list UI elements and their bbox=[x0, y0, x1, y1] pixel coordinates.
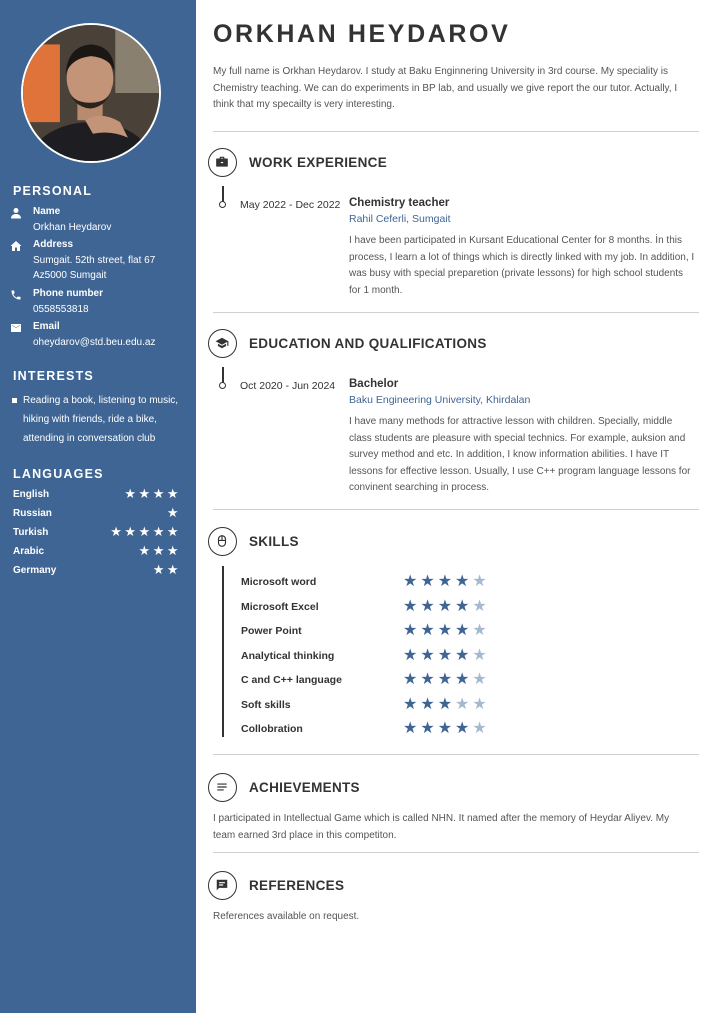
personal-label: Name bbox=[33, 206, 61, 217]
skill-row bbox=[241, 720, 541, 738]
skills-heading: SKILLS bbox=[249, 534, 299, 549]
star-icon: ★ bbox=[152, 563, 167, 578]
language-rating bbox=[167, 506, 181, 521]
star-icon: ★ bbox=[138, 525, 153, 540]
star-icon: ★ bbox=[152, 544, 167, 559]
language-name: Turkish bbox=[13, 527, 49, 538]
star-empty-icon: ★ bbox=[472, 644, 490, 664]
address-line-1: Sumgait. 52th street, flat 67 bbox=[33, 255, 156, 266]
skill-name: C and C++ language bbox=[241, 674, 342, 686]
star-empty-icon: ★ bbox=[472, 669, 490, 688]
skill-name: Power Point bbox=[241, 625, 302, 637]
skill-name: Microsoft Excel bbox=[241, 600, 319, 613]
language-rating bbox=[153, 563, 181, 578]
education-date: Oct 2020 - Jun 2024 bbox=[240, 380, 336, 392]
skill-rating bbox=[403, 596, 490, 615]
language-row bbox=[13, 545, 181, 559]
references-heading: REFERENCES bbox=[249, 878, 345, 893]
personal-value: Orkhan Heydarov bbox=[33, 222, 112, 233]
home-icon bbox=[10, 240, 24, 254]
list-icon bbox=[208, 773, 237, 802]
star-filled-icon: ★ bbox=[403, 620, 421, 639]
profile-summary: My full name is Orkhan Heydarov. I study at Baku Enginnering University in 3rd course. My speciality is Chemistry teaching. We can do experiments in BP lab, and usually we give report the our tutor. Actually, I think that my specailty is very interesting. bbox=[213, 66, 678, 110]
language-rating bbox=[124, 487, 181, 502]
education-degree: Bachelor bbox=[349, 378, 399, 390]
divider bbox=[213, 509, 699, 510]
language-name: English bbox=[13, 489, 50, 500]
star-empty-icon: ★ bbox=[472, 595, 490, 615]
star-filled-icon: ★ bbox=[455, 644, 473, 664]
star-filled-icon: ★ bbox=[403, 718, 421, 737]
skill-name: Analytical thinking bbox=[241, 649, 335, 662]
star-filled-icon: ★ bbox=[420, 644, 438, 664]
skill-rating bbox=[403, 645, 490, 664]
skill-rating bbox=[403, 571, 490, 590]
skill-row bbox=[241, 693, 541, 714]
personal-value: 0558553818 bbox=[33, 304, 89, 315]
language-rating bbox=[110, 525, 181, 540]
work-description: I have been participated in Kursant Educational Center for 8 months. İn this process, I learn a lot of things which is directly linked with my job. In addition, I was busy with special preparetion (private lessons) for high school students for 1 month. bbox=[349, 235, 695, 296]
personal-value: oheydarov@std.beu.edu.az bbox=[33, 337, 156, 348]
star-filled-icon: ★ bbox=[403, 693, 421, 713]
divider bbox=[213, 754, 699, 755]
briefcase-icon bbox=[208, 148, 237, 177]
star-filled-icon: ★ bbox=[437, 644, 456, 664]
divider bbox=[213, 312, 699, 313]
achievements-text: I participated in Intellectual Game which is called NHN. It named after the memory of Heydar Aliyev. My team earned 3rd place in this competiton. bbox=[213, 813, 670, 841]
star-icon: ★ bbox=[124, 487, 139, 502]
star-filled-icon: ★ bbox=[437, 669, 456, 688]
language-name: Germany bbox=[13, 565, 57, 576]
star-filled-icon: ★ bbox=[403, 644, 421, 664]
star-empty-icon: ★ bbox=[455, 693, 473, 713]
bullet-icon bbox=[12, 398, 17, 403]
star-filled-icon: ★ bbox=[455, 669, 473, 688]
star-filled-icon: ★ bbox=[403, 595, 421, 615]
star-filled-icon: ★ bbox=[420, 571, 438, 590]
education-heading: EDUCATION AND QUALIFICATIONS bbox=[249, 336, 487, 351]
skill-row bbox=[241, 622, 541, 640]
star-icon: ★ bbox=[166, 544, 181, 559]
star-icon: ★ bbox=[138, 544, 153, 559]
personal-label: Phone number bbox=[33, 288, 104, 299]
mouse-icon bbox=[208, 527, 237, 556]
star-filled-icon: ★ bbox=[455, 595, 473, 615]
star-filled-icon: ★ bbox=[403, 669, 421, 688]
star-icon: ★ bbox=[138, 487, 153, 502]
star-filled-icon: ★ bbox=[420, 595, 438, 615]
skill-row bbox=[241, 573, 541, 591]
phone-icon bbox=[10, 289, 24, 303]
star-icon: ★ bbox=[166, 506, 181, 521]
star-icon: ★ bbox=[152, 487, 167, 502]
address-line-2: Az5000 Sumgait bbox=[33, 270, 107, 281]
language-row bbox=[13, 507, 181, 521]
star-filled-icon: ★ bbox=[420, 718, 438, 737]
star-icon: ★ bbox=[166, 487, 181, 502]
star-filled-icon: ★ bbox=[455, 718, 473, 737]
work-experience-heading: WORK EXPERIENCE bbox=[249, 155, 388, 170]
skill-rating bbox=[403, 620, 490, 639]
work-date: May 2022 - Dec 2022 bbox=[240, 199, 341, 211]
star-filled-icon: ★ bbox=[420, 693, 438, 713]
page-title: ORKHAN HEYDAROV bbox=[213, 20, 511, 48]
skill-name: Collobration bbox=[241, 723, 303, 735]
star-empty-icon: ★ bbox=[472, 718, 490, 737]
email-icon bbox=[10, 322, 24, 336]
graduation-cap-icon bbox=[208, 329, 237, 358]
skill-name: Microsoft word bbox=[241, 576, 317, 588]
personal-heading: PERSONAL bbox=[13, 184, 93, 198]
star-icon: ★ bbox=[166, 563, 181, 578]
education-organization: Baku Engineering University, Khirdalan bbox=[349, 394, 531, 406]
timeline-dot bbox=[219, 382, 226, 389]
languages-heading: LANGUAGES bbox=[13, 467, 104, 481]
skill-row bbox=[241, 671, 541, 689]
interests-heading: INTERESTS bbox=[13, 369, 94, 383]
chat-icon bbox=[208, 871, 237, 900]
star-filled-icon: ★ bbox=[437, 620, 456, 639]
person-icon bbox=[10, 207, 24, 221]
star-filled-icon: ★ bbox=[420, 669, 438, 688]
timeline-line bbox=[222, 566, 224, 737]
language-row bbox=[13, 488, 181, 502]
star-filled-icon: ★ bbox=[437, 571, 456, 590]
divider bbox=[213, 131, 699, 132]
work-organization: Rahil Ceferli, Sumgait bbox=[349, 213, 451, 225]
star-icon: ★ bbox=[152, 525, 167, 540]
personal-label: Address bbox=[33, 239, 74, 250]
star-filled-icon: ★ bbox=[437, 693, 456, 713]
profile-photo bbox=[21, 23, 161, 163]
divider bbox=[213, 852, 699, 853]
skill-name: Soft skills bbox=[241, 698, 291, 711]
skill-rating bbox=[403, 694, 490, 713]
skill-rating bbox=[403, 718, 490, 737]
star-filled-icon: ★ bbox=[437, 595, 456, 615]
star-filled-icon: ★ bbox=[455, 571, 473, 590]
star-icon: ★ bbox=[110, 525, 125, 540]
star-icon: ★ bbox=[124, 525, 139, 540]
education-description: I have many methods for attractive lesson with children. Specially, middle class students are pleasure with special technics. For example, auksion and survey method and etc. In addition, I know information abilities. I have IT lessons for effective lesson. Usually, I use C++ program language lessons for convinent searching in process. bbox=[349, 416, 691, 493]
language-row bbox=[13, 564, 181, 578]
star-empty-icon: ★ bbox=[472, 571, 490, 590]
skill-row bbox=[241, 644, 541, 665]
star-filled-icon: ★ bbox=[420, 620, 438, 639]
language-name: Russian bbox=[13, 508, 52, 519]
star-empty-icon: ★ bbox=[472, 693, 490, 713]
work-role: Chemistry teacher bbox=[349, 197, 450, 209]
language-name: Arabic bbox=[13, 546, 45, 557]
personal-label: Email bbox=[33, 321, 60, 332]
achievements-heading: ACHIEVEMENTS bbox=[249, 780, 360, 795]
language-row bbox=[13, 526, 181, 540]
skill-rating bbox=[403, 669, 490, 688]
star-empty-icon: ★ bbox=[472, 620, 490, 639]
personal-value bbox=[33, 253, 155, 283]
star-filled-icon: ★ bbox=[437, 718, 456, 737]
skill-row bbox=[241, 595, 541, 616]
star-filled-icon: ★ bbox=[403, 571, 421, 590]
sidebar bbox=[0, 0, 196, 1013]
interest-text: Reading a book, listening to music, hiking with friends, ride a bike, attending in conversation club bbox=[23, 395, 179, 444]
star-filled-icon: ★ bbox=[455, 620, 473, 639]
language-rating bbox=[139, 544, 181, 559]
star-icon: ★ bbox=[166, 525, 181, 540]
references-text: References available on request. bbox=[213, 911, 360, 922]
timeline-dot bbox=[219, 201, 226, 208]
